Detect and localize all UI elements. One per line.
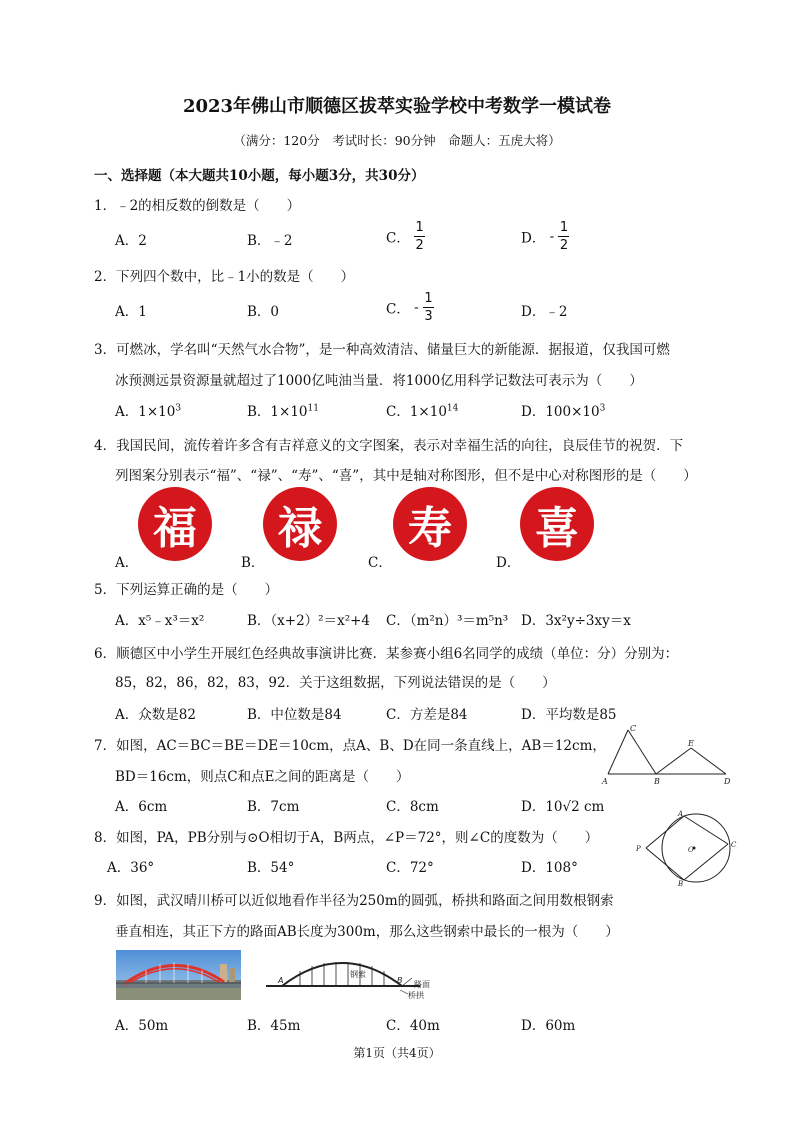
q5-option-d: D．3x²y÷3xy＝x: [521, 613, 631, 629]
q7-option-d: D．10√2 cm: [521, 799, 605, 815]
question-4-line-2: 列图案分别表示“福”、“禄”、“寿”、“喜”，其中是轴对称图形，但不是中心对称图形的是（ ）: [115, 468, 697, 484]
question-9-line-2: 垂直相连，其正下方的路面AB长度为300m，那么这些钢索中最长的一根为（ ）: [115, 924, 619, 940]
svg-text:O: O: [688, 846, 694, 854]
q4-option-d: D．: [496, 555, 521, 571]
question-5: 5．下列运算正确的是（ ）: [94, 582, 279, 598]
q8-option-c: C．72°: [386, 860, 434, 876]
svg-text:E: E: [688, 739, 694, 748]
q2-option-c: C． - $\frac{1}{3}$: [386, 291, 433, 324]
page-number: 第1页（共4页）: [353, 1046, 441, 1060]
q6-option-c: C．方差是84: [386, 707, 468, 723]
bridge-arc-figure: [262, 950, 442, 1002]
svg-text:钢索: 钢索: [350, 970, 366, 979]
q6-option-d: D．平均数是85: [521, 707, 617, 723]
q8-option-b: B．54°: [247, 860, 295, 876]
q5-option-c: C．（m²n）³＝m⁵n³: [386, 613, 509, 629]
q5-option-b: B．（x+2）²＝x²+4: [247, 613, 371, 629]
q9-option-d: D．60m: [521, 1018, 576, 1034]
q1-option-d: D． - $\frac{1}{2}$: [521, 220, 569, 253]
q2-option-a: A．1: [115, 304, 147, 320]
question-7-line-2: BD＝16cm，则点C和点E之间的距离是（ ）: [115, 769, 410, 785]
q9-option-c: C．40m: [386, 1018, 440, 1034]
svg-text:A: A: [278, 976, 284, 985]
q6-option-b: B．中位数是84: [247, 707, 342, 723]
q8-option-d: D．108°: [521, 860, 578, 876]
question-7-line-1: 7．如图，AC＝BC＝BE＝DE＝10cm，点A、B、D在同一条直线上，AB＝12cm，: [94, 738, 606, 754]
svg-text:B: B: [678, 880, 684, 886]
q1-option-c: C． $\frac{1}{2}$: [386, 220, 424, 253]
question-6-line-1: 6．顺德区中小学生开展红色经典故事演讲比赛．某参赛小组6名同学的成绩（单位：分）分别为：: [94, 646, 679, 662]
question-4-line-1: 4．我国民间，流传着许多含有吉祥意义的文字图案，表示对幸福生活的向往，良辰佳节的祝贺．下: [94, 438, 684, 454]
question-6-line-2: 85，82，86，82，83，92．关于这组数据，下列说法错误的是（ ）: [115, 675, 556, 691]
svg-text:B: B: [654, 777, 660, 786]
svg-text:C: C: [630, 724, 637, 733]
bridge-photo: [116, 950, 241, 1000]
q4-option-c: C．: [368, 555, 392, 571]
q1-option-b: B．﹣2: [247, 233, 293, 249]
question-3-line-2: 冰预测远景资源量就超过了1000亿吨油当量．将1000亿用科学记数法可表示为（ ）: [115, 373, 643, 389]
question-9-line-1: 9．如图，武汉晴川桥可以近似地看作半径为250m的圆弧，桥拱和路面之间用数根钢索: [94, 893, 614, 909]
q3-option-c: C．$1\times 10^{14}$: [386, 403, 459, 420]
svg-text:P: P: [636, 845, 641, 853]
q3-option-d: D．$100\times 10^3$: [521, 403, 606, 420]
fu-emblem-image: 福: [138, 487, 212, 561]
lu-emblem-image: 禄: [263, 487, 337, 561]
q7-option-c: C．8cm: [386, 799, 439, 815]
q9-option-b: B．45m: [247, 1018, 301, 1034]
svg-text:B: B: [397, 976, 403, 985]
q4-option-b: B．: [241, 555, 265, 571]
question-3-line-1: 3．可燃冰，学名叫“天然气水合物”，是一种高效清洁、储量巨大的新能源．据报道，仅我国可燃: [94, 342, 670, 358]
exam-info: （满分：120分 考试时长：90分钟 命题人：五虎大将）: [233, 133, 561, 148]
svg-text:A: A: [602, 777, 608, 786]
q3-option-b: B．$1\times 10^{11}$: [247, 403, 319, 420]
svg-text:D: D: [724, 777, 731, 786]
tangent-circle-figure: [632, 810, 742, 886]
svg-text:路面: 路面: [414, 980, 430, 989]
q7-option-a: A．6cm: [115, 799, 168, 815]
q2-option-d: D．﹣2: [521, 304, 568, 320]
svg-text:C: C: [731, 841, 737, 849]
q2-option-b: B．0: [247, 304, 280, 320]
q4-option-a: A．: [115, 555, 139, 571]
triangles-figure: [600, 722, 740, 788]
q3-option-a: A．$1\times 10^3$: [115, 403, 182, 420]
page-title: 2023年佛山市顺德区拔萃实验学校中考数学一模试卷: [182, 96, 612, 117]
q9-option-a: A．50m: [115, 1018, 169, 1034]
shou-emblem-image: 寿: [393, 487, 467, 561]
question-8: 8．如图，PA，PB分别与⊙O相切于A，B两点，∠P＝72°，则∠C的度数为（ ）: [94, 830, 599, 846]
section-heading: 一、选择题（本大题共10小题，每小题3分，共30分）: [94, 168, 425, 184]
svg-text:A: A: [678, 810, 684, 818]
q7-option-b: B．7cm: [247, 799, 300, 815]
q5-option-a: A．x⁵﹣x³＝x²: [115, 613, 205, 629]
q6-option-a: A．众数是82: [115, 707, 196, 723]
q8-option-a: A．36°: [107, 860, 155, 876]
svg-text:桥拱: 桥拱: [408, 991, 424, 1000]
q1-option-a: A．2: [115, 233, 147, 249]
question-1: 1．﹣2的相反数的倒数是（ ）: [94, 198, 301, 214]
question-2: 2．下列四个数中，比﹣1小的数是（ ）: [94, 269, 355, 285]
xi-emblem-image: 喜: [520, 487, 594, 561]
